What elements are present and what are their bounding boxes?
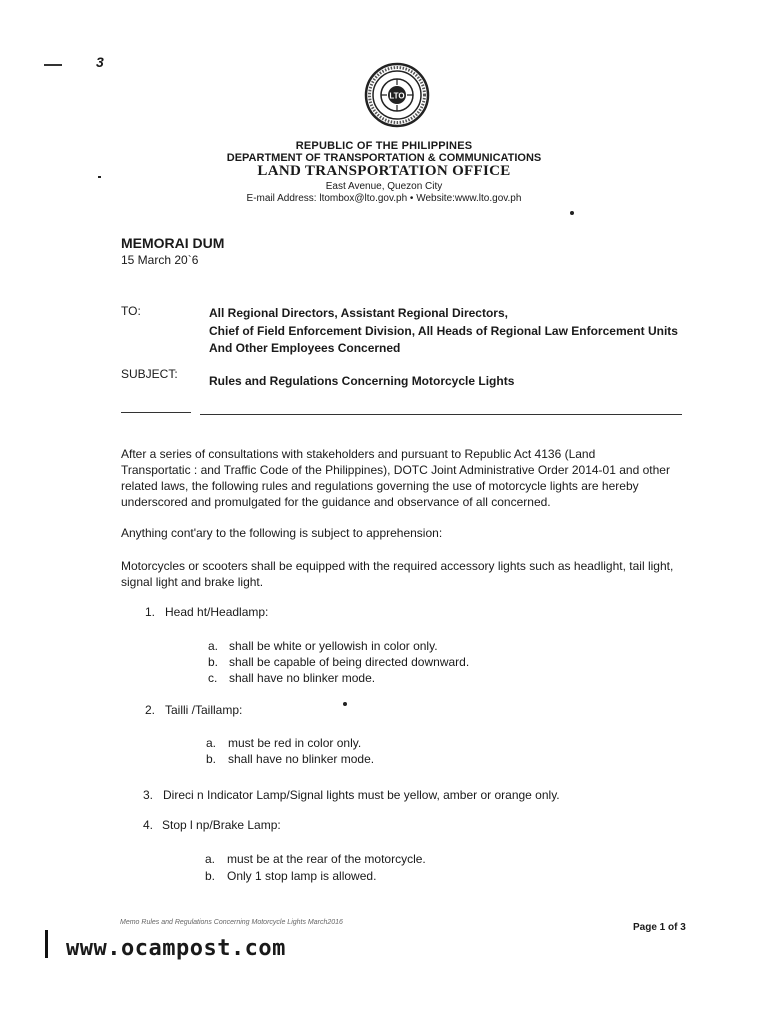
- svg-text:LTO: LTO: [389, 91, 405, 101]
- item-text: must be at the rear of the motorcycle.: [227, 852, 426, 866]
- scan-mark-dash: [44, 64, 62, 66]
- item-mark: c.: [208, 671, 218, 685]
- item-mark: a.: [206, 736, 217, 750]
- letterhead-contact: E-mail Address: ltombox@lto.gov.ph • Website:www.lto.gov.ph: [246, 193, 522, 204]
- watermark-url: www.ocampost.com: [66, 936, 286, 961]
- paragraph-line: Motorcycles or scooters shall be equipped with the required accessory lights such as headlight, tail light,: [121, 559, 674, 573]
- to-line: Chief of Field Enforcement Division, All Heads of Regional Law Enforcement Units: [209, 324, 678, 338]
- equipment-paragraph: [121, 558, 681, 590]
- divider-short: [121, 412, 191, 413]
- section-title: Tailli /Taillamp:: [165, 703, 243, 717]
- section-number: 3.: [143, 788, 154, 802]
- section-title: Stop l np/Brake Lamp:: [162, 818, 281, 832]
- paragraph-line: underscored and promulgated for the guidance and observance of all concerned.: [121, 495, 551, 509]
- item-mark: b.: [208, 655, 219, 669]
- paragraph-line: related laws, the following rules and regulations governing the use of motorcycle lights are hereby: [121, 479, 639, 493]
- section-number: 4.: [143, 818, 154, 832]
- subject-label: SUBJECT:: [121, 367, 178, 381]
- divider-line: [200, 414, 682, 415]
- section-title: Head ht/Headlamp:: [165, 605, 269, 619]
- letterhead-department: DEPARTMENT OF TRANSPORTATION & COMMUNICATIONS: [226, 152, 542, 164]
- item-text: Only 1 stop lamp is allowed.: [227, 869, 377, 883]
- paragraph-line: After a series of consultations with stakeholders and pursuant to Republic Act 4136 (Land: [121, 447, 596, 461]
- paragraph-line: signal light and brake light.: [121, 575, 264, 589]
- to-line: All Regional Directors, Assistant Regional Directors,: [209, 306, 508, 320]
- item-text: shall have no blinker mode.: [229, 671, 376, 685]
- item-text: shall have no blinker mode.: [228, 752, 375, 766]
- page-mark: 3: [96, 54, 104, 70]
- apprehension-note: Anything cont'ary to the following is subject to apprehension:: [121, 526, 443, 540]
- lto-seal-logo: [364, 62, 430, 133]
- to-label: TO:: [121, 304, 141, 318]
- item-mark: a.: [208, 639, 219, 653]
- paragraph-line: Transportatic : and Traffic Code of the Philippines), DOTC Joint Administrative Order 2014-01 and other: [121, 463, 670, 477]
- section-number: 2.: [145, 703, 156, 717]
- footer-file-reference: Memo Rules and Regulations Concerning Motorcycle Lights March2016: [120, 919, 343, 926]
- letterhead-office: LAND TRANSPORTATION OFFICE: [257, 163, 511, 179]
- letterhead-republic: REPUBLIC OF THE PHILIPPINES: [295, 140, 473, 152]
- item-text: must be red in color only.: [228, 736, 362, 750]
- body-paragraph: [121, 446, 681, 510]
- section-number: 1.: [145, 605, 156, 619]
- page-number: Page 1 of 3: [633, 922, 686, 933]
- item-mark: a.: [205, 852, 216, 866]
- item-text: shall be white or yellowish in color only.: [229, 639, 438, 653]
- letterhead-address: East Avenue, Quezon City: [325, 181, 443, 192]
- item-mark: b.: [206, 752, 217, 766]
- section-title: Direci n Indicator Lamp/Signal lights must be yellow, amber or orange only.: [163, 788, 560, 802]
- subject-text: Rules and Regulations Concerning Motorcycle Lights: [209, 374, 515, 388]
- memo-date: 15 March 20`6: [121, 253, 199, 267]
- memo-title: MEMORAI DUM: [121, 235, 225, 251]
- item-mark: b.: [205, 869, 216, 883]
- item-text: shall be capable of being directed downward.: [229, 655, 470, 669]
- scan-speck: [570, 211, 574, 215]
- left-edge-mark: [45, 930, 48, 958]
- to-line: And Other Employees Concerned: [209, 341, 401, 355]
- scan-speck: [343, 702, 347, 706]
